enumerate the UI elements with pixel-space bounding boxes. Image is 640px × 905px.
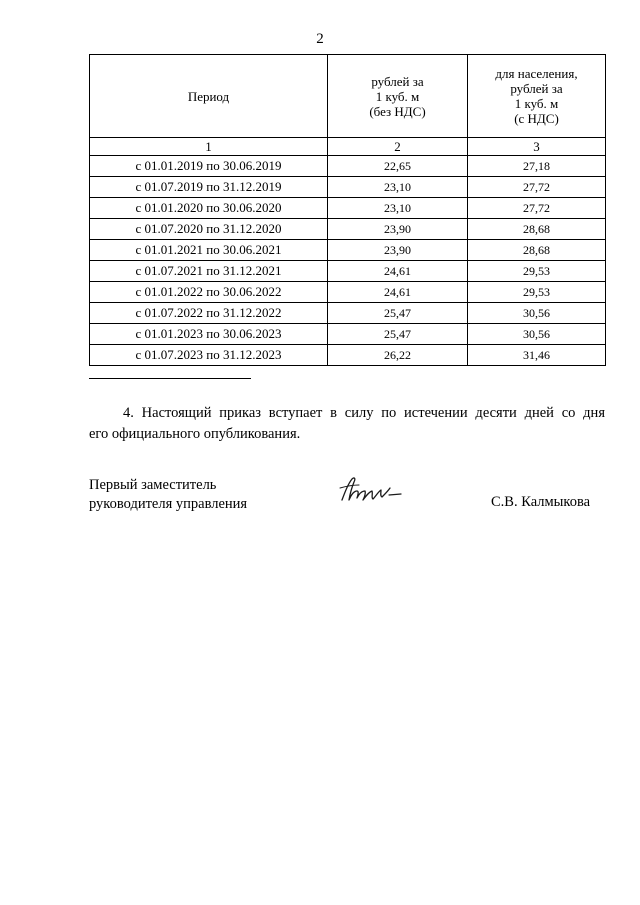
table-row bbox=[90, 198, 606, 219]
header-line: рублей за bbox=[510, 81, 563, 96]
period-cell: с 01.07.2019 по 31.12.2019 bbox=[90, 177, 328, 198]
header-line: 1 куб. м bbox=[514, 96, 559, 111]
table-row bbox=[90, 303, 606, 324]
price-with-vat-cell: 27,18 bbox=[468, 156, 606, 177]
column-number-row bbox=[90, 138, 606, 156]
price-with-vat-cell: 28,68 bbox=[468, 219, 606, 240]
price-no-vat-cell: 23,90 bbox=[328, 240, 468, 261]
header-line: 1 куб. м bbox=[375, 88, 420, 104]
signatory-title bbox=[89, 476, 247, 514]
period-cell: с 01.07.2022 по 31.12.2022 bbox=[90, 303, 328, 324]
period-cell: с 01.01.2023 по 30.06.2023 bbox=[90, 324, 328, 345]
price-with-vat-cell: 29,53 bbox=[468, 261, 606, 282]
price-no-vat-cell: 22,65 bbox=[328, 156, 468, 177]
header-line: для населения, bbox=[495, 66, 578, 81]
table-row bbox=[90, 219, 606, 240]
table-row bbox=[90, 240, 606, 261]
table-header-row bbox=[90, 55, 606, 138]
price-no-vat-cell: 25,47 bbox=[328, 324, 468, 345]
period-cell: с 01.07.2021 по 31.12.2021 bbox=[90, 261, 328, 282]
tariff-table bbox=[89, 54, 606, 366]
price-with-vat-cell: 31,46 bbox=[468, 345, 606, 366]
column-number: 3 bbox=[468, 138, 606, 156]
header-line: (без НДС) bbox=[369, 103, 426, 119]
order-paragraph bbox=[89, 403, 605, 445]
footnote-divider bbox=[89, 378, 251, 379]
period-cell: с 01.07.2023 по 31.12.2023 bbox=[90, 345, 328, 366]
price-with-vat-cell: 30,56 bbox=[468, 324, 606, 345]
period-cell: с 01.07.2020 по 31.12.2020 bbox=[90, 219, 328, 240]
period-cell: с 01.01.2022 по 30.06.2022 bbox=[90, 282, 328, 303]
header-line: рублей за bbox=[371, 73, 424, 89]
column-number: 1 bbox=[90, 138, 328, 156]
price-no-vat-cell: 26,22 bbox=[328, 345, 468, 366]
page-number: 2 bbox=[316, 31, 324, 47]
period-cell: с 01.01.2019 по 30.06.2019 bbox=[90, 156, 328, 177]
price-no-vat-cell: 23,10 bbox=[328, 177, 468, 198]
price-with-vat-cell: 30,56 bbox=[468, 303, 606, 324]
paragraph-line-2: его официального опубликования. bbox=[89, 426, 301, 442]
period-cell: с 01.01.2020 по 30.06.2020 bbox=[90, 198, 328, 219]
header-period-line: Период bbox=[187, 88, 230, 104]
price-with-vat-cell: 29,53 bbox=[468, 282, 606, 303]
period-cell: с 01.01.2021 по 30.06.2021 bbox=[90, 240, 328, 261]
paragraph-line-1: 4. Настоящий приказ вступает в силу по истечении десяти дней со дня bbox=[123, 405, 605, 421]
price-no-vat-cell: 24,61 bbox=[328, 282, 468, 303]
price-with-vat-cell: 28,68 bbox=[468, 240, 606, 261]
price-no-vat-cell: 25,47 bbox=[328, 303, 468, 324]
price-no-vat-cell: 23,10 bbox=[328, 198, 468, 219]
signatory-title-line: руководителя управления bbox=[89, 496, 248, 512]
header-price-with-vat bbox=[468, 55, 606, 138]
table-row bbox=[90, 156, 606, 177]
price-no-vat-cell: 23,90 bbox=[328, 219, 468, 240]
column-number: 2 bbox=[328, 138, 468, 156]
price-with-vat-cell: 27,72 bbox=[468, 177, 606, 198]
header-line: (с НДС) bbox=[514, 111, 559, 126]
table-row bbox=[90, 282, 606, 303]
table-row bbox=[90, 177, 606, 198]
table-row bbox=[90, 324, 606, 345]
table-row bbox=[90, 261, 606, 282]
handwritten-signature bbox=[339, 474, 405, 508]
price-no-vat-cell: 24,61 bbox=[328, 261, 468, 282]
header-period bbox=[90, 55, 328, 138]
tariff-rows bbox=[90, 156, 606, 366]
table-row bbox=[90, 345, 606, 366]
price-with-vat-cell: 27,72 bbox=[468, 198, 606, 219]
signatory-title-line: Первый заместитель bbox=[89, 477, 217, 493]
signer-name: С.В. Калмыкова bbox=[491, 494, 591, 510]
header-price-no-vat bbox=[328, 55, 468, 138]
